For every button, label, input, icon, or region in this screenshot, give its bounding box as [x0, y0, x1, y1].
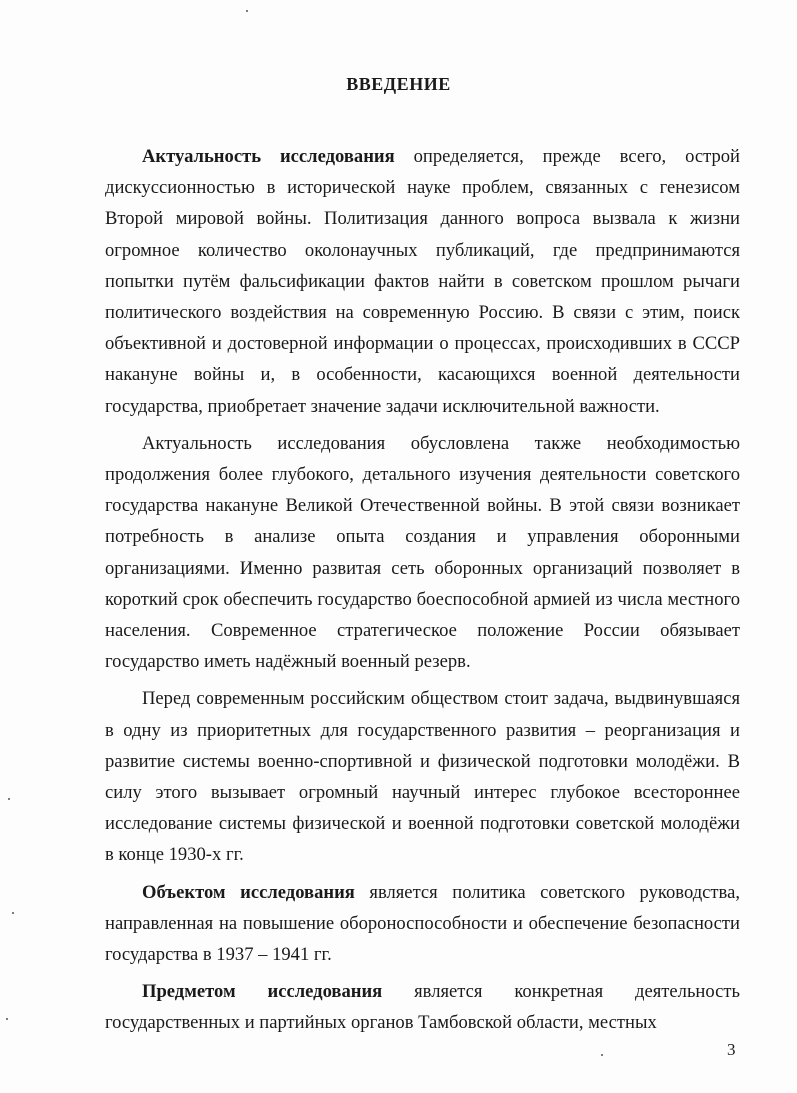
paragraph-text: является конкретная деятельность государственных и партийных органов Тамбовской области, местных — [105, 981, 740, 1034]
paragraph-relevance-2 — [105, 428, 740, 678]
body-text — [105, 141, 740, 1039]
page-title: ВВЕДЕНИЕ — [346, 74, 451, 94]
paragraph-text: является политика советского руководства, направленная на повышение обороноспособности и обеспечение безопасности государства в 1937 – 1941 гг. — [105, 881, 740, 966]
paragraph-subject — [105, 976, 740, 1038]
scan-speck — [8, 798, 10, 800]
paragraph-task — [105, 683, 740, 870]
paragraph-text: Перед современным российским обществом стоит задача, выдвинувшаяся в одну из приоритетных для государственного развития – реорганизация и развитие системы военно-спортивной и физической подготовки молодёжи. В силу этого вызывает огромный научный интерес глубокое всестороннее исследование системы физической и военной подготовки советской молодёжи в конце 1930-х гг. — [105, 688, 740, 866]
paragraph-object — [105, 877, 740, 971]
paragraph-lead: Объектом исследования — [142, 881, 355, 903]
scan-speck — [12, 912, 14, 914]
paragraph-text: Актуальность исследования обусловлена также необходимостью продолжения более глубокого, детального изучения деятельности советского государства накануне Великой Отечественной войны. В этой связи возникает потребность в анализе опыта создания и управления оборонными организациями. Именно развитая сеть оборонных организаций позволяет в короткий срок обеспечить государство боеспособной армией из числа местного населения. Современное стратегическое положение России обязывает государство иметь надёжный военный резерв. — [105, 432, 740, 673]
scan-speck — [246, 10, 248, 12]
paragraph-text: определяется, прежде всего, острой дискуссионностью в исторической науке проблем, связанных с генезисом Второй мировой войны. Политизация данного вопроса вызвала к жизни огромное количество околонаучных публикаций, где предпринимаются попытки путём фальсификации фактов найти в советском прошлом рычаги политического воздействия на современную Россию. В связи с этим, поиск объективной и достоверной информации о процессах, происходивших в СССР накануне войны и, в особенности, касающихся военной деятельности государства, приобретает значение задачи исключительной важности. — [105, 146, 741, 417]
scan-speck — [601, 1054, 603, 1056]
paragraph-relevance — [105, 141, 740, 422]
paragraph-lead: Актуальность исследования — [142, 146, 395, 167]
paragraph-lead: Предметом исследования — [142, 981, 383, 1003]
page-number: 3 — [727, 1040, 736, 1059]
scan-speck — [6, 1018, 8, 1020]
